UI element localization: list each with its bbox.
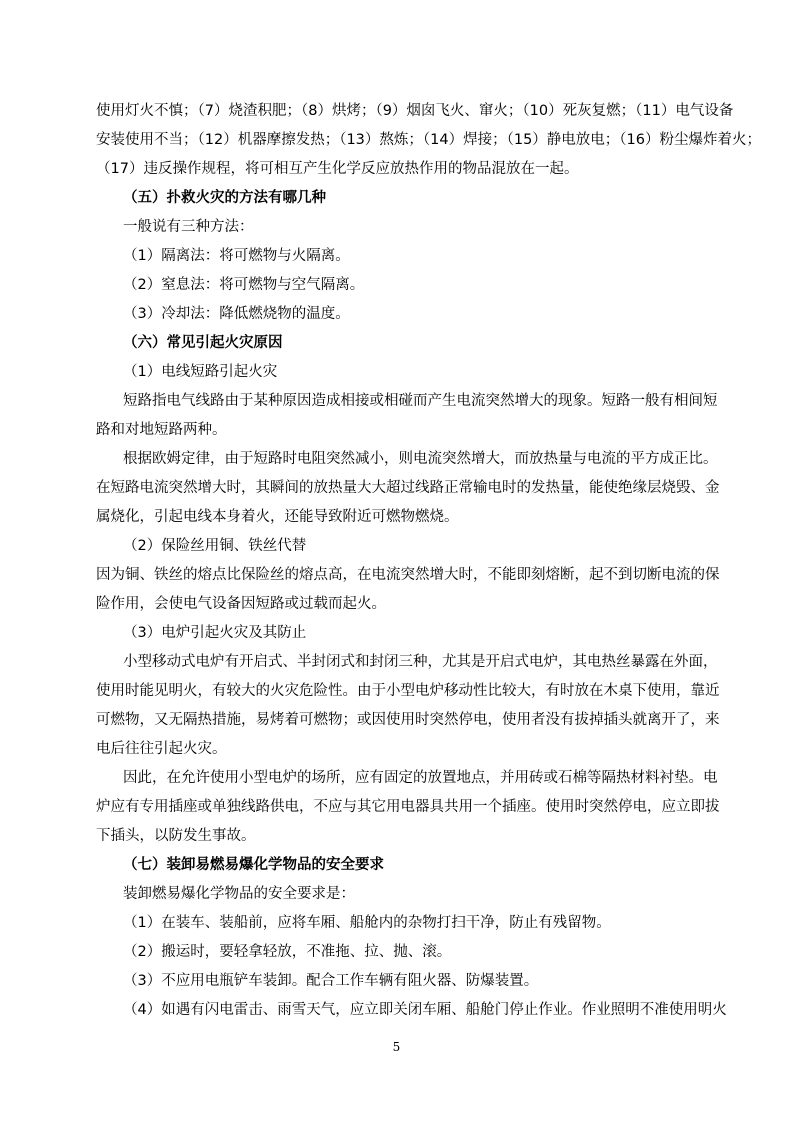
body-line: 使用时能见明火，有较大的火灾危险性。由于小型电炉移动性比较大，有时放在木桌下使用，靠近 — [96, 683, 720, 699]
list-item: （3）冷却法：降低燃烧物的温度。 — [123, 306, 350, 322]
section-heading: （六）常见引起火灾原因 — [123, 335, 283, 351]
list-item: （2）窒息法：将可燃物与空气隔离。 — [123, 277, 365, 293]
body-line: 可燃物，又无隔热措施，易烤着可燃物；或因使用时突然停电，使用者没有拔掉插头就离开了，来 — [96, 712, 720, 728]
section-heading: （七）装卸易燃易爆化学物品的安全要求 — [123, 857, 384, 873]
body-line: 使用灯火不慎；（7）烧渣积肥；（8）烘烤；（9）烟囱飞火、窜火；（10）死灰复燃；（11）电气设备 — [96, 103, 734, 119]
subsection-heading: （2）保险丝用铜、铁丝代替 — [123, 538, 307, 554]
body-line: （17）违反操作规程，将可相互产生化学反应放热作用的物品混放在一起。 — [96, 161, 579, 177]
page-number: 5 — [392, 1040, 401, 1054]
body-line: 一般说有三种方法： — [123, 219, 254, 235]
list-item: （3）不应用电瓶铲车装卸。配合工作车辆有阻火器、防爆装置。 — [123, 973, 539, 989]
body-line: 路和对地短路两种。 — [96, 422, 227, 438]
section-heading: （五）扑救火灾的方法有哪几种 — [123, 190, 326, 206]
subsection-heading: （3）电炉引起火灾及其防止 — [123, 625, 307, 641]
body-line: 因此，在允许使用小型电炉的场所，应有固定的放置地点，并用砖或石棉等隔热材料衬垫。电 — [123, 770, 718, 786]
list-item: （2）搬运时，要轻拿轻放，不准拖、拉、抛、滚。 — [123, 944, 452, 960]
list-item: （1）在装车、装船前，应将车厢、船舱内的杂物打扫干净，防止有残留物。 — [123, 915, 611, 931]
body-line: 小型移动式电炉有开启式、半封闭式和封闭三种，尤其是开启式电炉，其电热丝暴露在外面， — [123, 654, 718, 670]
body-line: 属烧化，引起电线本身着火，还能导致附近可燃物燃烧。 — [96, 509, 459, 525]
body-line: 安装使用不当；（12）机器摩擦发热；（13）熬炼；（14）焊接；（15）静电放电；（16）粉尘爆炸着火； — [96, 132, 761, 148]
body-line: 短路指电气线路由于某种原因造成相接或相碰而产生电流突然增大的现象。短路一般有相间短 — [123, 393, 718, 409]
body-line: 在短路电流突然增大时，其瞬间的放热量大大超过线路正常输电时的发热量，能使绝缘层烧毁、金 — [96, 480, 720, 496]
body-line: 根据欧姆定律，由于短路时电阻突然减小，则电流突然增大，而放热量与电流的平方成正比。 — [123, 451, 718, 467]
body-line: 装卸燃易爆化学物品的安全要求是： — [123, 886, 355, 902]
body-line: 炉应有专用插座或单独线路供电，不应与其它用电器具共用一个插座。使用时突然停电，应立即拔 — [96, 799, 720, 815]
body-line: 下插头，以防发生事故。 — [96, 828, 256, 844]
body-line: 电后往往引起火灾。 — [96, 741, 227, 757]
body-line: 险作用，会使电气设备因短路或过载而起火。 — [96, 596, 386, 612]
list-item: （1）隔离法：将可燃物与火隔离。 — [123, 248, 350, 264]
list-item: （4）如遇有闪电雷击、雨雪天气，应立即关闭车厢、船舱门停止作业。作业照明不准使用明火 — [123, 1002, 727, 1018]
body-line: 因为铜、铁丝的熔点比保险丝的熔点高，在电流突然增大时，不能即刻熔断，起不到切断电流的保 — [96, 567, 720, 583]
subsection-heading: （1）电线短路引起火灾 — [123, 364, 278, 380]
